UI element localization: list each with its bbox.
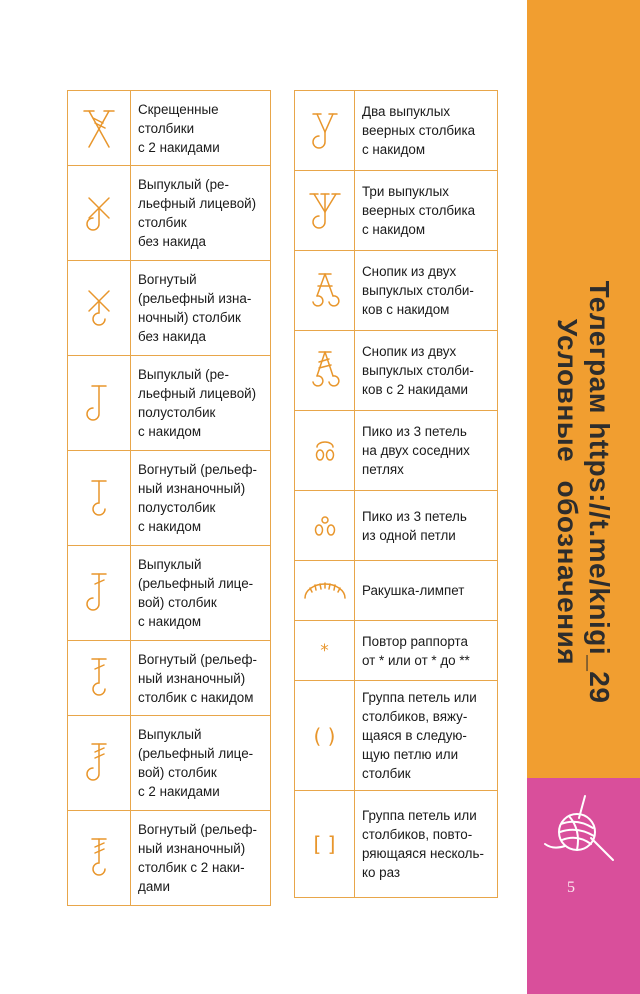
- symbol-description: Скрещенные столбики с 2 накидами: [131, 91, 271, 166]
- symbol-description: Два выпуклых веерных столбика с накидом: [355, 91, 498, 171]
- symbol-description: Снопик из двух выпуклых столби- ков с 2 накидами: [355, 331, 498, 411]
- fp-cluster-2-icon: [305, 266, 345, 316]
- symbol-cell: [68, 356, 131, 451]
- brackets-icon: [ ]: [313, 832, 336, 856]
- table-row: [68, 356, 271, 451]
- front-post-sc-icon: [79, 188, 119, 238]
- table-row: [68, 811, 271, 906]
- section-title: Условные обозначения: [552, 318, 583, 666]
- two-fp-fan-icon: [305, 106, 345, 156]
- table-row: [68, 166, 271, 261]
- crossed-double-trebles-icon: [79, 103, 119, 153]
- table-row: [68, 261, 271, 356]
- table-row: [68, 641, 271, 716]
- symbol-cell: [295, 791, 355, 898]
- symbol-cell: [295, 251, 355, 331]
- symbol-cell: [295, 171, 355, 251]
- symbol-description: Группа петель или столбиков, вяжу- щаяся в следую- щую петлю или столбик: [355, 681, 498, 791]
- back-post-tr-icon: [79, 833, 119, 883]
- table-row: [68, 716, 271, 811]
- table-row: [295, 91, 498, 171]
- limpet-shell-icon: [300, 576, 350, 606]
- parentheses-icon: ( ): [313, 723, 336, 748]
- symbol-description: Группа петель или столбиков, повто- ряющаяся несколь- ко раз: [355, 791, 498, 898]
- symbol-cell: [68, 811, 131, 906]
- symbol-description: Повтор раппорта от * или от * до **: [355, 621, 498, 681]
- symbol-cell: [295, 331, 355, 411]
- table-row: [68, 91, 271, 166]
- table-row: [295, 621, 498, 681]
- symbol-description: Выпуклый (ре- льефный лицевой) полустолбик с накидом: [131, 356, 271, 451]
- symbol-cell: [295, 491, 355, 561]
- symbol-description: Выпуклый (ре- льефный лицевой) столбик без накида: [131, 166, 271, 261]
- symbol-description: Вогнутый (рельеф- ный изнаночный) столбик с накидом: [131, 641, 271, 716]
- table-row: [295, 561, 498, 621]
- table-row: [295, 171, 498, 251]
- three-fp-fan-icon: [305, 186, 345, 236]
- symbol-cell: [295, 681, 355, 791]
- symbol-cell: [295, 411, 355, 491]
- front-post-dc-icon: [79, 568, 119, 618]
- table-row: [295, 491, 498, 561]
- table-row: [295, 791, 498, 898]
- front-post-hdc-icon: [79, 378, 119, 428]
- symbol-cell: [68, 641, 131, 716]
- symbol-description: Ракушка-лимпет: [355, 561, 498, 621]
- symbol-cell: [68, 451, 131, 546]
- telegram-link-text: Телеграм https://t.me/knigi_29: [584, 280, 615, 704]
- table-row: [295, 331, 498, 411]
- table-row: [68, 451, 271, 546]
- symbol-description: Вогнутый (рельеф- ный изнаночный) столбик с 2 наки- дами: [131, 811, 271, 906]
- front-post-tr-icon: [79, 738, 119, 788]
- symbol-cell: [68, 546, 131, 641]
- symbol-description: Пико из 3 петель на двух соседних петлях: [355, 411, 498, 491]
- back-post-hdc-icon: [79, 473, 119, 523]
- page-number: 5: [567, 879, 575, 896]
- symbol-cell: [68, 261, 131, 356]
- symbol-cell: [295, 91, 355, 171]
- symbol-description: Вогнутый (рельеф- ный изнаночный) полустолбик с накидом: [131, 451, 271, 546]
- symbol-description: Выпуклый (рельефный лице- вой) столбик с 2 накидами: [131, 716, 271, 811]
- symbol-cell: [295, 621, 355, 681]
- back-post-dc-icon: [79, 653, 119, 703]
- symbol-cell: [68, 91, 131, 166]
- picot-one-loop-icon: [305, 506, 345, 546]
- symbol-cell: [295, 561, 355, 621]
- symbol-description: Снопик из двух выпуклых столби- ков с накидом: [355, 251, 498, 331]
- symbol-cell: [68, 716, 131, 811]
- symbols-table-right: [294, 90, 498, 898]
- symbol-description: Три выпуклых веерных столбика с накидом: [355, 171, 498, 251]
- symbol-description: Выпуклый (рельефный лице- вой) столбик с накидом: [131, 546, 271, 641]
- yarn-ball-icon: [537, 792, 627, 867]
- asterisk-icon: *: [320, 640, 329, 661]
- symbols-table-left: [67, 90, 271, 906]
- side-title: [551, 281, 615, 704]
- table-row: [295, 251, 498, 331]
- table-row: [295, 411, 498, 491]
- table-row: [295, 681, 498, 791]
- back-post-sc-icon: [79, 283, 119, 333]
- picot-two-loops-icon: [305, 431, 345, 471]
- fp-cluster-2-double-icon: [305, 346, 345, 396]
- symbol-description: Вогнутый (рельефный изна- ночный) столбик без накида: [131, 261, 271, 356]
- symbol-description: Пико из 3 петель из одной петли: [355, 491, 498, 561]
- table-row: [68, 546, 271, 641]
- symbol-cell: [68, 166, 131, 261]
